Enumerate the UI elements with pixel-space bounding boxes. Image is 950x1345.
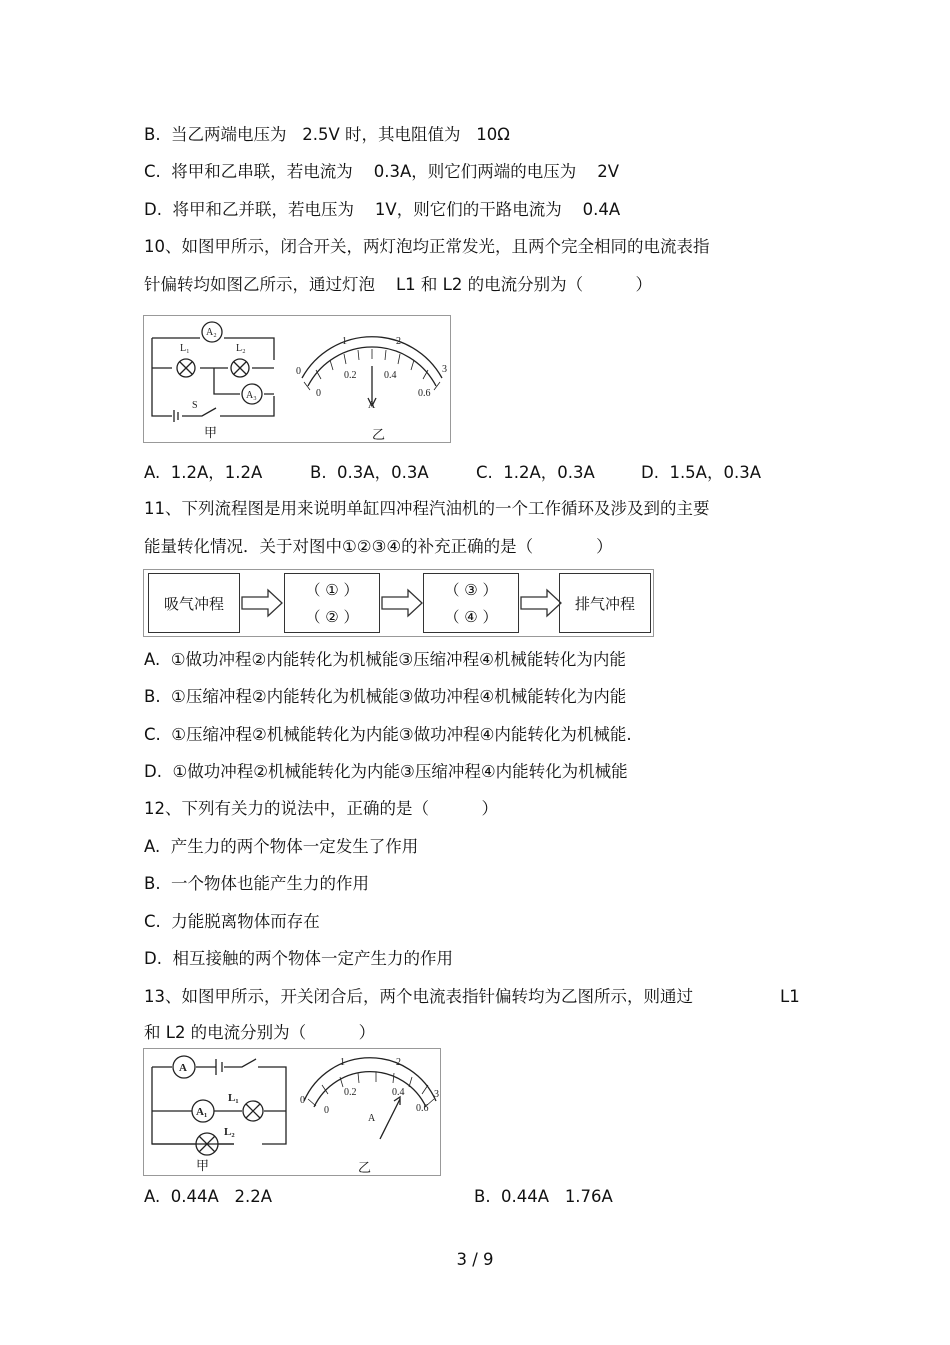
arrow-icon [519, 588, 563, 618]
q10-option-c: C. 1.2A，0.3A [476, 463, 595, 482]
tick-top-3: 3 [442, 364, 447, 375]
tick-top-2: 2 [396, 336, 401, 347]
label-l2: L₂ [236, 343, 246, 354]
tick-bottom-06: 0.6 [418, 388, 431, 399]
question-13-l1: L1 [780, 987, 800, 1006]
q10-option-d: D. 1.5A，0.3A [641, 463, 761, 482]
question-13-line1: 13、如图甲所示，开关闭合后，两个电流表指针偏转均为乙图所示，则通过 [144, 987, 693, 1006]
label-a2: A₂ [206, 327, 217, 338]
meter-unit-label: A [368, 1113, 376, 1124]
q13-option-a: A. 0.44A 2.2A [144, 1187, 273, 1206]
label-a1: A₁ [196, 1106, 208, 1118]
tick-top-0: 0 [300, 1095, 305, 1106]
question-11-line1: 11、下列流程图是用来说明单缸四冲程汽油机的一个工作循环及涉及到的主要 [144, 499, 710, 518]
option-b-line: B. 当乙两端电压为 2.5V 时，其电阻值为 10Ω [144, 125, 510, 144]
tick-bottom-04: 0.4 [392, 1087, 405, 1098]
tick-top-2: 2 [396, 1057, 401, 1068]
label-l2: L₂ [224, 1126, 235, 1138]
circuit-diagram-q13 [144, 1049, 440, 1175]
question-12: 12、下列有关力的说法中，正确的是（ ） [144, 799, 498, 818]
question-11-line2: 能量转化情况．关于对图中①②③④的补充正确的是（ ） [144, 537, 613, 556]
meter-needle [380, 1099, 400, 1139]
label-s: S [192, 400, 198, 411]
q12-option-b: B. 一个物体也能产生力的作用 [144, 874, 370, 893]
arrow-icon [240, 588, 284, 618]
tick-bottom-04: 0.4 [384, 370, 397, 381]
tick-top-0: 0 [296, 366, 301, 377]
q11-option-b: B. ①压缩冲程②内能转化为机械能③做功冲程④机械能转化为内能 [144, 687, 627, 706]
caption-jia: 甲 [196, 1159, 210, 1174]
tick-top-1: 1 [340, 1057, 345, 1068]
flow-box-unknown-2: （ ③ ） （ ④ ） [423, 573, 519, 633]
label-l1: L₁ [180, 343, 190, 354]
caption-yi: 乙 [372, 428, 386, 443]
figure-q10 [143, 315, 451, 443]
label-l1: L₁ [228, 1092, 239, 1104]
figure-q11-flowchart [143, 569, 654, 637]
tick-bottom-06: 0.6 [416, 1103, 429, 1114]
tick-bottom-0: 0 [316, 388, 321, 399]
tick-top-1: 1 [342, 336, 347, 347]
flow-box-intake: 吸气冲程 [148, 573, 240, 633]
option-d-line: D. 将甲和乙并联，若电压为 1V，则它们的干路电流为 0.4A [144, 200, 621, 219]
q11-option-a: A. ①做功冲程②内能转化为机械能③压缩冲程④机械能转化为内能 [144, 650, 626, 669]
caption-jia: 甲 [204, 426, 218, 441]
circuit-diagram-q10 [144, 316, 450, 442]
q12-option-a: A. 产生力的两个物体一定发生了作用 [144, 837, 419, 856]
q13-option-b: B. 0.44A 1.76A [474, 1187, 613, 1206]
figure-q13 [143, 1048, 441, 1176]
page-number: 3 / 9 [456, 1250, 494, 1269]
flow-box-unknown-1: （ ① ） （ ② ） [284, 573, 380, 633]
label-a3: A₃ [246, 390, 257, 401]
q11-option-c: C. ①压缩冲程②机械能转化为内能③做功冲程④内能转化为机械能. [144, 725, 632, 744]
label-a: A [179, 1062, 187, 1074]
q12-option-c: C. 力能脱离物体而存在 [144, 912, 320, 931]
question-10-line2: 针偏转均如图乙所示，通过灯泡 L1 和 L2 的电流分别为（ ） [144, 275, 653, 294]
question-10-line1: 10、如图甲所示，闭合开关，两灯泡均正常发光，且两个完全相同的电流表指 [144, 237, 710, 256]
tick-bottom-0: 0 [324, 1105, 329, 1116]
tick-top-3: 3 [434, 1089, 439, 1100]
q12-option-d: D. 相互接触的两个物体一定产生力的作用 [144, 949, 453, 968]
flow-box-exhaust: 排气冲程 [559, 573, 651, 633]
option-c-line: C. 将甲和乙串联，若电流为 0.3A，则它们两端的电压为 2V [144, 162, 620, 181]
tick-bottom-02: 0.2 [344, 1087, 357, 1098]
arrow-icon [380, 588, 424, 618]
q10-option-a: A. 1.2A，1.2A [144, 463, 263, 482]
question-13-line2: 和 L2 的电流分别为（ ） [144, 1023, 376, 1042]
q10-option-b: B. 0.3A，0.3A [310, 463, 429, 482]
tick-bottom-02: 0.2 [344, 370, 357, 381]
caption-yi: 乙 [358, 1161, 372, 1176]
meter-unit-label: A [368, 400, 376, 411]
q11-option-d: D. ①做功冲程②机械能转化为内能③压缩冲程④内能转化为机械能 [144, 762, 628, 781]
